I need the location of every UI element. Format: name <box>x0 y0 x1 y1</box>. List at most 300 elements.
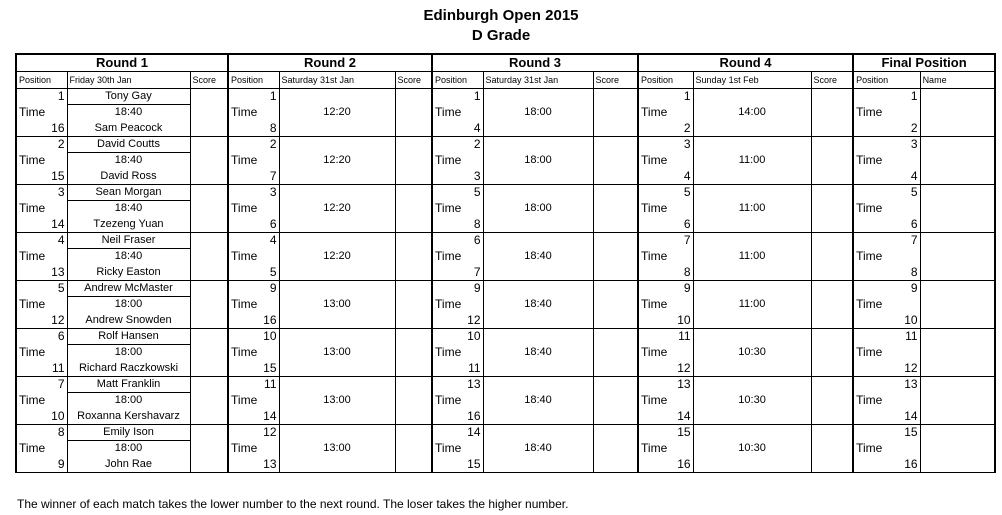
score-cell <box>190 248 228 264</box>
time-label: Time <box>638 392 693 408</box>
score-cell <box>593 88 638 104</box>
final-name <box>920 200 995 216</box>
score-cell <box>190 424 228 440</box>
table-row <box>16 440 995 456</box>
match-time: 18:40 <box>483 296 593 312</box>
score-cell <box>811 264 853 280</box>
bracket-position: 3 <box>432 168 483 184</box>
player-name: David Coutts <box>67 136 190 152</box>
time-label: Time <box>853 344 920 360</box>
final-name <box>920 456 995 472</box>
score-cell <box>190 264 228 280</box>
table-row <box>16 104 995 120</box>
score-cell <box>395 216 432 232</box>
final-position: 16 <box>853 456 920 472</box>
bracket-position: 12 <box>432 312 483 328</box>
score-cell <box>593 328 638 344</box>
bracket-position: 3 <box>228 184 279 200</box>
score-cell <box>811 216 853 232</box>
player-slot <box>483 328 593 344</box>
score-cell <box>811 200 853 216</box>
time-label: Time <box>432 296 483 312</box>
bracket-position: 2 <box>638 120 693 136</box>
bracket-position: 13 <box>228 456 279 472</box>
match-time: 18:40 <box>67 200 190 216</box>
bracket-position: 9 <box>638 280 693 296</box>
bracket-position: 13 <box>638 376 693 392</box>
table-row <box>16 200 995 216</box>
player-name: Andrew Snowden <box>67 312 190 328</box>
player-slot <box>279 136 395 152</box>
score-cell <box>395 88 432 104</box>
score-cell <box>190 456 228 472</box>
score-cell <box>593 424 638 440</box>
time-label: Time <box>16 440 67 456</box>
col-name: Name <box>920 71 995 88</box>
time-label: Time <box>638 440 693 456</box>
score-cell <box>811 360 853 376</box>
player-name: David Ross <box>67 168 190 184</box>
player-name: Roxanna Kershavarz <box>67 408 190 424</box>
time-label: Time <box>638 152 693 168</box>
final-position: 11 <box>853 328 920 344</box>
bracket-position: 5 <box>638 184 693 200</box>
player-slot <box>279 424 395 440</box>
score-cell <box>190 104 228 120</box>
final-position: 9 <box>853 280 920 296</box>
player-slot <box>693 216 811 232</box>
score-cell <box>593 440 638 456</box>
player-slot <box>483 264 593 280</box>
match-time: 13:00 <box>279 440 395 456</box>
time-label: Time <box>638 248 693 264</box>
match-time: 11:00 <box>693 296 811 312</box>
bracket-position: 4 <box>638 168 693 184</box>
player-slot <box>693 120 811 136</box>
final-name <box>920 136 995 152</box>
score-cell <box>190 200 228 216</box>
seed-position: 5 <box>16 280 67 296</box>
final-name <box>920 312 995 328</box>
score-cell <box>811 232 853 248</box>
final-name <box>920 296 995 312</box>
seed-position: 10 <box>16 408 67 424</box>
match-time: 11:00 <box>693 152 811 168</box>
bracket-position: 16 <box>228 312 279 328</box>
score-cell <box>593 136 638 152</box>
col-date: Sunday 1st Feb <box>693 71 811 88</box>
match-time: 13:00 <box>279 296 395 312</box>
score-cell <box>190 296 228 312</box>
bracket-position: 3 <box>638 136 693 152</box>
score-cell <box>811 184 853 200</box>
player-name: Sam Peacock <box>67 120 190 136</box>
score-cell <box>395 168 432 184</box>
bracket-position: 7 <box>228 168 279 184</box>
time-label: Time <box>16 296 67 312</box>
score-cell <box>593 216 638 232</box>
score-cell <box>593 184 638 200</box>
round-header: Round 1 <box>16 54 228 71</box>
time-label: Time <box>853 104 920 120</box>
time-label: Time <box>16 344 67 360</box>
score-cell <box>395 408 432 424</box>
time-label: Time <box>16 248 67 264</box>
bracket-position: 9 <box>228 280 279 296</box>
player-slot <box>483 232 593 248</box>
match-time: 10:30 <box>693 344 811 360</box>
score-cell <box>811 312 853 328</box>
table-row <box>16 168 995 184</box>
time-label: Time <box>228 152 279 168</box>
score-cell <box>593 408 638 424</box>
player-slot <box>693 88 811 104</box>
seed-position: 6 <box>16 328 67 344</box>
bracket-position: 2 <box>432 136 483 152</box>
table-row <box>16 152 995 168</box>
player-slot <box>693 456 811 472</box>
score-cell <box>395 120 432 136</box>
bracket-position: 1 <box>638 88 693 104</box>
score-cell <box>190 280 228 296</box>
final-position: 7 <box>853 232 920 248</box>
bracket-position: 16 <box>638 456 693 472</box>
score-cell <box>593 392 638 408</box>
final-name <box>920 424 995 440</box>
player-slot <box>483 120 593 136</box>
player-slot <box>279 184 395 200</box>
table-row <box>16 280 995 296</box>
seed-position: 13 <box>16 264 67 280</box>
seed-position: 9 <box>16 456 67 472</box>
table-row <box>16 344 995 360</box>
score-cell <box>190 168 228 184</box>
bracket-position: 7 <box>638 232 693 248</box>
page-title: Edinburgh Open 2015 <box>423 7 579 24</box>
match-time: 18:40 <box>483 440 593 456</box>
player-slot <box>279 88 395 104</box>
bracket-position: 10 <box>638 312 693 328</box>
col-position: Position <box>638 71 693 88</box>
seed-position: 3 <box>16 184 67 200</box>
final-name <box>920 152 995 168</box>
score-cell <box>395 296 432 312</box>
time-label: Time <box>638 344 693 360</box>
bracket-position: 7 <box>432 264 483 280</box>
bracket-position: 6 <box>432 232 483 248</box>
table-row <box>16 120 995 136</box>
score-cell <box>593 344 638 360</box>
final-position: 14 <box>853 408 920 424</box>
final-position: 12 <box>853 360 920 376</box>
score-cell <box>395 104 432 120</box>
match-time: 18:40 <box>67 152 190 168</box>
final-name <box>920 248 995 264</box>
time-label: Time <box>638 296 693 312</box>
player-slot <box>279 168 395 184</box>
player-slot <box>693 136 811 152</box>
table-row <box>16 232 995 248</box>
col-position: Position <box>853 71 920 88</box>
score-cell <box>395 200 432 216</box>
player-slot <box>483 184 593 200</box>
time-label: Time <box>853 440 920 456</box>
final-name <box>920 264 995 280</box>
score-cell <box>593 168 638 184</box>
bracket-position: 14 <box>432 424 483 440</box>
score-cell <box>395 136 432 152</box>
score-cell <box>593 120 638 136</box>
final-name <box>920 232 995 248</box>
player-slot <box>483 424 593 440</box>
score-cell <box>811 424 853 440</box>
final-name <box>920 408 995 424</box>
score-cell <box>190 312 228 328</box>
player-slot <box>693 408 811 424</box>
table-row <box>16 136 995 152</box>
final-position: 2 <box>853 120 920 136</box>
player-slot <box>279 328 395 344</box>
time-label: Time <box>16 392 67 408</box>
final-name <box>920 376 995 392</box>
player-slot <box>279 280 395 296</box>
bracket-position: 4 <box>228 232 279 248</box>
time-label: Time <box>228 296 279 312</box>
player-name: Richard Raczkowski <box>67 360 190 376</box>
final-name <box>920 360 995 376</box>
table-row <box>16 456 995 472</box>
time-label: Time <box>16 200 67 216</box>
score-cell <box>811 344 853 360</box>
seed-position: 7 <box>16 376 67 392</box>
player-slot <box>279 216 395 232</box>
bracket-position: 14 <box>228 408 279 424</box>
final-name <box>920 88 995 104</box>
bracket-position: 5 <box>432 184 483 200</box>
final-position: 6 <box>853 216 920 232</box>
score-cell <box>395 440 432 456</box>
bracket-position: 13 <box>432 376 483 392</box>
col-position: Position <box>432 71 483 88</box>
score-cell <box>190 232 228 248</box>
time-label: Time <box>432 104 483 120</box>
score-cell <box>190 344 228 360</box>
score-cell <box>811 152 853 168</box>
score-cell <box>811 248 853 264</box>
score-cell <box>811 104 853 120</box>
bracket-position: 11 <box>228 376 279 392</box>
round-header: Round 2 <box>228 54 432 71</box>
seed-position: 2 <box>16 136 67 152</box>
score-cell <box>811 376 853 392</box>
match-time: 10:30 <box>693 392 811 408</box>
final-name <box>920 440 995 456</box>
score-cell <box>811 88 853 104</box>
player-slot <box>279 232 395 248</box>
score-cell <box>811 408 853 424</box>
score-cell <box>395 360 432 376</box>
player-name: Rolf Hansen <box>67 328 190 344</box>
score-cell <box>190 392 228 408</box>
bracket-position: 9 <box>432 280 483 296</box>
final-name <box>920 328 995 344</box>
score-cell <box>811 328 853 344</box>
player-slot <box>279 456 395 472</box>
score-cell <box>593 264 638 280</box>
score-cell <box>593 360 638 376</box>
match-time: 11:00 <box>693 248 811 264</box>
final-name <box>920 184 995 200</box>
col-date: Saturday 31st Jan <box>279 71 395 88</box>
score-cell <box>190 408 228 424</box>
player-slot <box>483 312 593 328</box>
player-name: Ricky Easton <box>67 264 190 280</box>
seed-position: 15 <box>16 168 67 184</box>
score-cell <box>190 376 228 392</box>
player-slot <box>693 264 811 280</box>
time-label: Time <box>432 392 483 408</box>
round-header: Round 4 <box>638 54 853 71</box>
final-name <box>920 216 995 232</box>
match-time: 12:20 <box>279 248 395 264</box>
table-row <box>16 312 995 328</box>
score-cell <box>190 152 228 168</box>
score-cell <box>190 120 228 136</box>
score-cell <box>593 152 638 168</box>
table-row <box>16 376 995 392</box>
time-label: Time <box>432 248 483 264</box>
player-slot <box>693 280 811 296</box>
player-name: Emily Ison <box>67 424 190 440</box>
score-cell <box>190 360 228 376</box>
score-cell <box>593 248 638 264</box>
match-time: 18:40 <box>483 248 593 264</box>
final-name <box>920 280 995 296</box>
player-name: Andrew McMaster <box>67 280 190 296</box>
bracket-position: 16 <box>432 408 483 424</box>
time-label: Time <box>228 104 279 120</box>
page-subtitle: D Grade <box>471 27 531 44</box>
score-cell <box>395 232 432 248</box>
player-slot <box>483 88 593 104</box>
match-time: 10:30 <box>693 440 811 456</box>
col-score: Score <box>395 71 432 88</box>
footer-note: The winner of each match takes the lower number to the next round. The loser takes the higher number. <box>17 497 569 511</box>
bracket-position: 6 <box>228 216 279 232</box>
final-name <box>920 168 995 184</box>
score-cell <box>593 200 638 216</box>
table-row <box>16 328 995 344</box>
score-cell <box>190 136 228 152</box>
bracket-position: 14 <box>638 408 693 424</box>
time-label: Time <box>853 296 920 312</box>
match-time: 18:40 <box>483 392 593 408</box>
match-time: 12:20 <box>279 152 395 168</box>
time-label: Time <box>228 392 279 408</box>
bracket-position: 11 <box>432 360 483 376</box>
seed-position: 14 <box>16 216 67 232</box>
score-cell <box>395 264 432 280</box>
player-slot <box>483 376 593 392</box>
time-label: Time <box>432 200 483 216</box>
player-slot <box>483 280 593 296</box>
player-name: Tony Gay <box>67 88 190 104</box>
match-time: 13:00 <box>279 344 395 360</box>
round-header: Round 3 <box>432 54 638 71</box>
match-time: 13:00 <box>279 392 395 408</box>
round-header: Final Position <box>853 54 995 71</box>
time-label: Time <box>638 200 693 216</box>
seed-position: 11 <box>16 360 67 376</box>
player-slot <box>693 360 811 376</box>
final-name <box>920 104 995 120</box>
time-label: Time <box>432 344 483 360</box>
bracket-position: 2 <box>228 136 279 152</box>
match-time: 18:00 <box>483 104 593 120</box>
score-cell <box>395 152 432 168</box>
player-name: Tzezeng Yuan <box>67 216 190 232</box>
time-label: Time <box>432 440 483 456</box>
bracket-position: 15 <box>432 456 483 472</box>
final-position: 10 <box>853 312 920 328</box>
time-label: Time <box>16 104 67 120</box>
draw-table <box>15 53 996 473</box>
final-position: 4 <box>853 168 920 184</box>
time-label: Time <box>853 152 920 168</box>
score-cell <box>593 376 638 392</box>
score-cell <box>811 280 853 296</box>
score-cell <box>811 456 853 472</box>
bracket-position: 4 <box>432 120 483 136</box>
col-date: Saturday 31st Jan <box>483 71 593 88</box>
bracket-position: 6 <box>638 216 693 232</box>
player-slot <box>483 360 593 376</box>
score-cell <box>190 88 228 104</box>
final-position: 5 <box>853 184 920 200</box>
table-row <box>16 360 995 376</box>
final-position: 3 <box>853 136 920 152</box>
col-score: Score <box>593 71 638 88</box>
match-time: 18:40 <box>483 344 593 360</box>
bracket-position: 12 <box>638 360 693 376</box>
player-name: Matt Franklin <box>67 376 190 392</box>
match-time: 18:00 <box>67 392 190 408</box>
player-slot <box>483 136 593 152</box>
time-label: Time <box>432 152 483 168</box>
score-cell <box>811 136 853 152</box>
player-slot <box>483 456 593 472</box>
match-time: 18:00 <box>67 296 190 312</box>
bracket-position: 10 <box>432 328 483 344</box>
bracket-position: 5 <box>228 264 279 280</box>
bracket-position: 8 <box>228 120 279 136</box>
match-time: 14:00 <box>693 104 811 120</box>
bracket-position: 1 <box>228 88 279 104</box>
score-cell <box>811 296 853 312</box>
score-cell <box>395 312 432 328</box>
final-name <box>920 392 995 408</box>
time-label: Time <box>853 392 920 408</box>
score-cell <box>593 456 638 472</box>
bracket-position: 15 <box>228 360 279 376</box>
col-position: Position <box>228 71 279 88</box>
match-time: 18:40 <box>67 104 190 120</box>
score-cell <box>190 184 228 200</box>
time-label: Time <box>853 200 920 216</box>
player-slot <box>693 328 811 344</box>
player-name: Neil Fraser <box>67 232 190 248</box>
table-row <box>16 216 995 232</box>
